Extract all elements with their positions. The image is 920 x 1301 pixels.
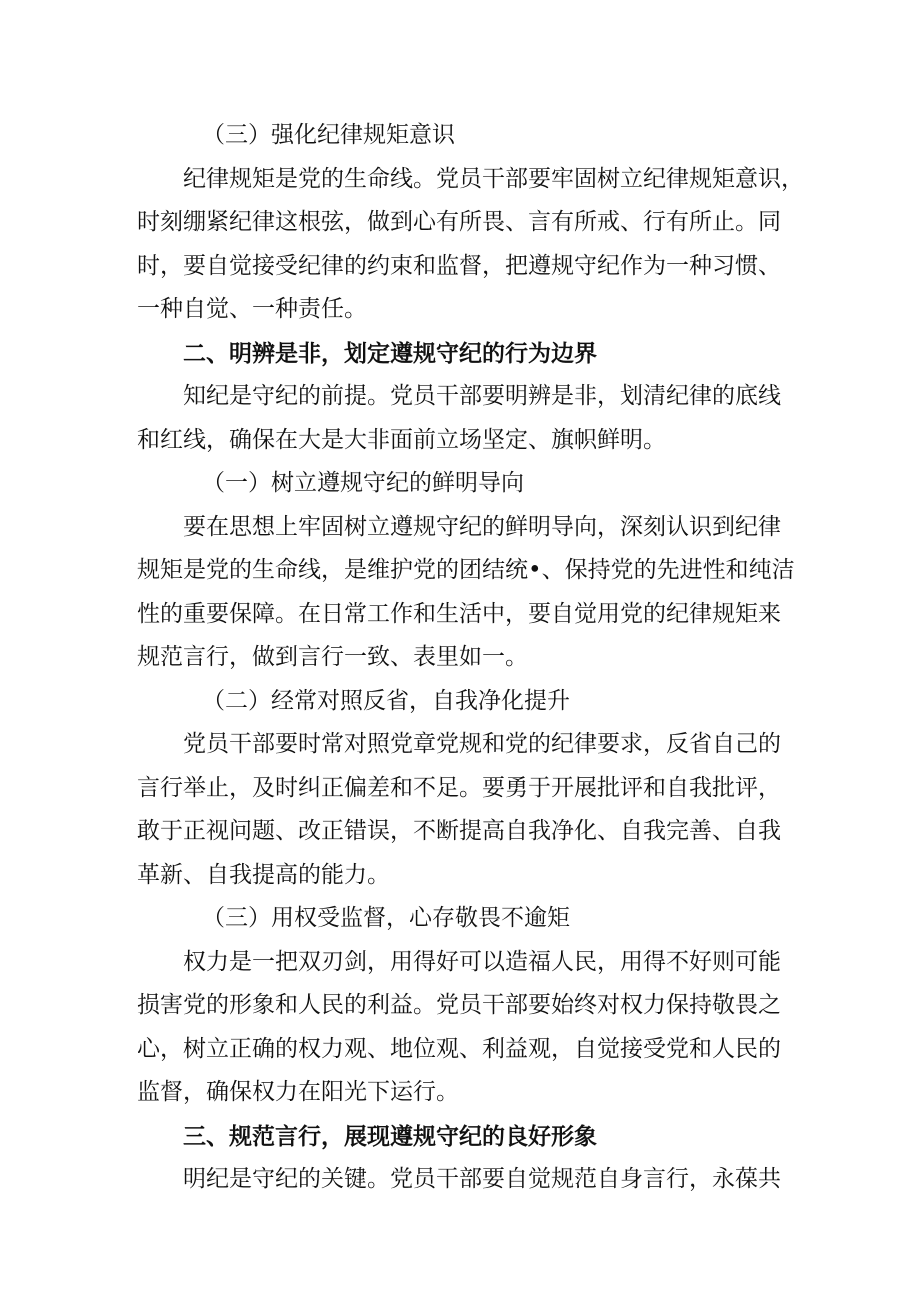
subsection-heading [137,114,790,158]
subsection-heading-text: （一）树立遵规守纪的鲜明导向 [202,470,524,496]
paragraph-line: 敢于正视问题、改正错误，不断提高自我净化、自我完善、自我 [137,818,781,844]
subsection-heading-text: （二）经常对照反省，自我净化提升 [202,687,570,714]
paragraph-line: 要在思想上牢固树立遵规守纪的鲜明导向，深刻认识到纪律 [183,513,781,540]
section-heading [137,1115,790,1159]
paragraph [137,723,790,897]
subsection-heading [137,680,790,724]
paragraph-line: 心，树立正确的权力观、地位观、利益观，自觉接受党和人民的 [137,1035,781,1062]
paragraph-line: 时，要自觉接受纪律的约束和监督，把遵规守纪作为一种习惯、 [137,252,781,279]
paragraph-line: 性的重要保障。在日常工作和生活中，要自觉用党的纪律规矩来 [137,600,781,627]
paragraph [137,375,790,462]
paragraph-line: 言行举止，及时纠正偏差和不足。要勇于开展批评和自我批评， [137,774,781,801]
subsection-heading-text: （三）用权受监督，心存敬畏不逾矩 [202,905,570,931]
paragraph-line: 监督，确保权力在阳光下运行。 [137,1079,459,1105]
subsection-heading [137,897,790,941]
section-heading-text: 三、规范言行，展现遵规守纪的良好形象 [183,1122,597,1150]
paragraph-line: 纪律规矩是党的生命线。党员干部要牢固树立纪律规矩意识， [183,165,804,192]
paragraph [137,1158,790,1202]
paragraph-line: 明纪是守纪的关键。党员干部要自觉规范自身言行，永葆共 [183,1166,781,1192]
paragraph-line: 时刻绷紧纪律这根弦，做到心有所畏、言有所戒、行有所止。同 [137,209,781,235]
subsection-heading-text: （三）强化纪律规矩意识 [202,122,455,148]
paragraph-line: 党员干部要时常对照党章党规和党的纪律要求，反省自己的 [183,731,781,757]
paragraph-line: 规范言行，做到言行一致、表里如一。 [137,644,528,670]
paragraph-line: 和红线，确保在大是大非面前立场坚定、旗帜鲜明。 [137,426,666,453]
paragraph [137,158,804,332]
paragraph-line: 一种自觉、一种责任。 [137,296,367,322]
paragraph-line: 权力是一把双刃剑，用得好可以造福人民，用得不好则可能 [183,948,781,975]
paragraph-line: 知纪是守纪的前提。党员干部要明辨是非，划清纪律的底线 [183,383,781,409]
paragraph-line: 革新、自我提高的能力。 [137,861,390,888]
section-heading [137,332,790,376]
subsection-heading [137,462,790,506]
paragraph [137,506,795,680]
paragraph-line: 损害党的形象和人民的利益。党员干部要始终对权力保持敬畏之 [137,992,781,1018]
section-heading-text: 二、明辨是非，划定遵规守纪的行为边界 [183,339,597,367]
paragraph [137,941,790,1115]
paragraph-line: 规矩是党的生命线，是维护党的团结统•、保持党的先进性和纯洁 [137,557,795,583]
document-body [137,114,804,1202]
